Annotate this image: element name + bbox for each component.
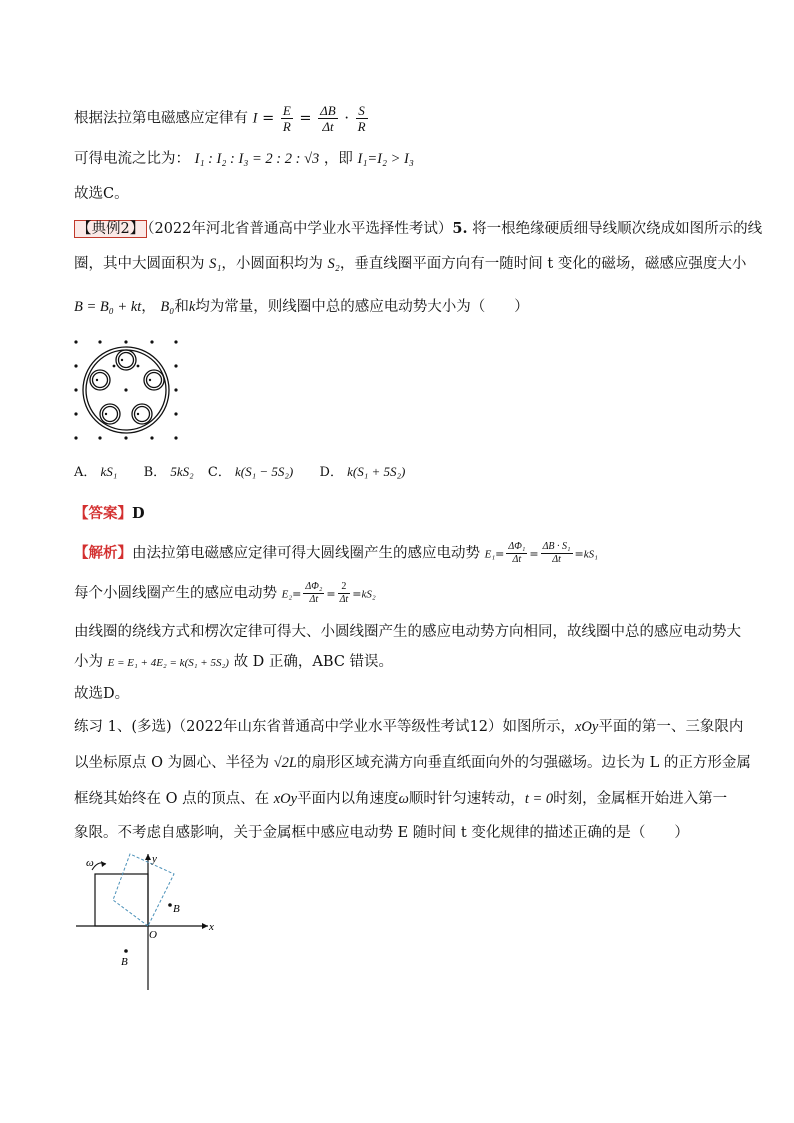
total-emf-formula: E = E₁ + 4E₂ = k(S₁ + 5S₂) xyxy=(107,657,229,669)
text: 根据法拉第电磁感应定律有 xyxy=(74,110,248,127)
origin-label: O xyxy=(149,929,157,941)
dot-sign: · xyxy=(344,110,349,127)
analysis-line2: 每个小圆线圈产生的感应电动势 E₂= $\frac{\text{ΔΦ₂}}{\Delta t}$ = $\frac{2}{\Delta t}$ =kS₂ xyxy=(74,581,376,605)
var-B0: B₀ xyxy=(160,299,175,315)
eq-sign: = xyxy=(299,110,312,127)
text: ，垂直线圈平面方向有一随时间 t 变化的磁场，磁感应强度大小 xyxy=(339,256,747,272)
omega-label: ω xyxy=(86,857,94,869)
var-E1: E₁ xyxy=(484,548,496,561)
current-ratio-line xyxy=(74,148,414,170)
y-label: y xyxy=(152,853,157,865)
text: 圈，其中大圆面积为 xyxy=(74,256,205,272)
text: 平面的第一、三象限内 xyxy=(598,719,744,735)
answer-line xyxy=(74,503,145,525)
var-k: k xyxy=(188,299,196,315)
frac-S-R: $\frac{S}{R}$ xyxy=(357,103,366,134)
frac-2-dt: $\frac{2}{\Delta t}$ xyxy=(339,581,349,605)
example2-line2 xyxy=(74,253,746,275)
rotated-frame-dashed xyxy=(113,854,174,926)
b-dot-1 xyxy=(168,903,172,907)
frac-dB-dt: $\frac{\Delta B}{\Delta t}$ xyxy=(320,103,336,134)
practice1-line2 xyxy=(74,752,751,774)
question-number: 5. xyxy=(452,220,468,237)
var-S2: S₂ xyxy=(327,256,340,272)
answer-value: D xyxy=(132,505,145,522)
field-dots xyxy=(74,340,177,439)
rotating-frame-figure xyxy=(70,850,230,995)
ratio-formula: I₁ : I₂ : I₃ = 2 : 2 : √3 xyxy=(194,151,320,167)
text: 平面内以角速度 xyxy=(297,791,399,807)
text: 故选D。 xyxy=(74,686,130,702)
frac-dbs1-dt: $\frac{\text{ΔB · S₁}}{\Delta t}$ xyxy=(542,541,571,565)
b-formula: B = B₀ + kt xyxy=(74,299,142,315)
text: 象限。不考虑自感影响，关于金属框中感应电动势 E 随时间 t 变化规律的描述正确的是（ ） xyxy=(74,825,689,841)
frac-dphi1-dt: $\frac{\text{ΔΦ₁}}{\Delta t}$ xyxy=(508,541,526,565)
practice1-line1 xyxy=(74,716,743,738)
var-I: I xyxy=(252,110,258,127)
b-label-1: B xyxy=(173,903,180,915)
text: 顺时针匀速转动， xyxy=(408,791,525,807)
faraday-law-line xyxy=(74,103,370,134)
text: 均为常量，则线圈中总的感应电动势大小为（ ） xyxy=(195,299,529,315)
text: 框绕其始终在 O 点的顶点、在 xyxy=(74,791,270,807)
analysis-line3 xyxy=(74,621,741,643)
eq-sign: = xyxy=(262,110,275,127)
practice1-line3 xyxy=(74,788,727,810)
coil-figure xyxy=(70,336,184,444)
option-d[interactable]: D． k(S₁ + 5S₂) xyxy=(319,464,406,480)
example2-line3 xyxy=(74,296,529,318)
var-t0: t = 0 xyxy=(524,791,554,807)
var-S1: S₁ xyxy=(209,256,222,272)
option-b[interactable]: B． 5kS₂ xyxy=(143,464,194,480)
text: ，即 xyxy=(323,151,353,167)
frac-E-R: $\frac{E}{R}$ xyxy=(282,103,291,134)
text: 的扇形区域充满方向垂直纸面向外的匀强磁场。边长为 L 的正方形金属 xyxy=(297,755,751,771)
var-xOy: xOy xyxy=(575,719,599,735)
text: 每个小圆线圈产生的感应电动势 xyxy=(74,585,277,602)
b-dot-2 xyxy=(124,949,128,953)
source: （2022年河北省普通高中学业水平选择性考试） xyxy=(147,221,453,237)
text: 和 xyxy=(174,299,189,315)
analysis-line5 xyxy=(74,683,129,705)
text: 练习 1、(多选)（2022年山东省普通高中学业水平等级性考试12）如图所示， xyxy=(74,719,575,735)
text: 故选C。 xyxy=(74,186,129,202)
choose-c-line xyxy=(74,183,129,205)
b-label-2: B xyxy=(121,956,128,968)
text: 以坐标原点 O 为圆心、半径为 xyxy=(74,755,270,771)
text: 可得电流之比为： xyxy=(74,151,190,167)
analysis-line1: 【解析】由法拉第电磁感应定律可得大圆线圈产生的感应电动势 E₁= $\frac{\text{ΔΦ₁}}{\Delta t}$ = $\frac{\text{ΔB · S₁}}{\Delta t}$ =kS₁ xyxy=(74,541,598,565)
var-xOy: xOy xyxy=(273,791,298,807)
practice1-line4 xyxy=(74,822,689,844)
text: 小为 xyxy=(74,654,103,670)
text: 时刻，金属框开始进入第一 xyxy=(553,791,728,807)
text: 将一根绝缘硬质细导线顺次绕成如图所示的线 xyxy=(472,221,763,237)
option-c[interactable]: C． k(S₁ − 5S₂) xyxy=(207,464,294,480)
square-frame xyxy=(95,874,148,926)
analysis-line4 xyxy=(74,651,393,674)
example-tag: 【典例2】 xyxy=(74,220,147,238)
frac-dphi2-dt: $\frac{\text{ΔΦ₂}}{\Delta t}$ xyxy=(305,581,323,605)
example2-line1 xyxy=(74,218,762,240)
text: 由线圈的绕线方式和楞次定律可得大、小圆线圈产生的感应电动势方向相同，故线圈中总的感应电动势大 xyxy=(74,624,741,640)
option-a[interactable]: A． kS₁ xyxy=(74,464,118,480)
options-row xyxy=(74,461,405,484)
text: ，小圆面积均为 xyxy=(221,256,323,272)
text: 由法拉第电磁感应定律可得大圆线圈产生的感应电动势 xyxy=(132,545,480,562)
text: 故 D 正确，ABC 错误。 xyxy=(233,654,394,670)
x-label: x xyxy=(209,921,214,933)
var-E2: E₂ xyxy=(281,588,293,601)
var-kS2: kS₂ xyxy=(361,588,376,601)
result-formula: I₁=I₂ > I₃ xyxy=(357,151,414,167)
answer-tag: 【答案】 xyxy=(74,505,132,522)
var-omega: ω xyxy=(398,791,409,807)
var-kS1: kS₁ xyxy=(583,548,598,561)
var-sqrt2L: √2L xyxy=(273,755,297,771)
text: ， xyxy=(141,299,156,315)
analysis-tag: 【解析】 xyxy=(74,544,132,562)
